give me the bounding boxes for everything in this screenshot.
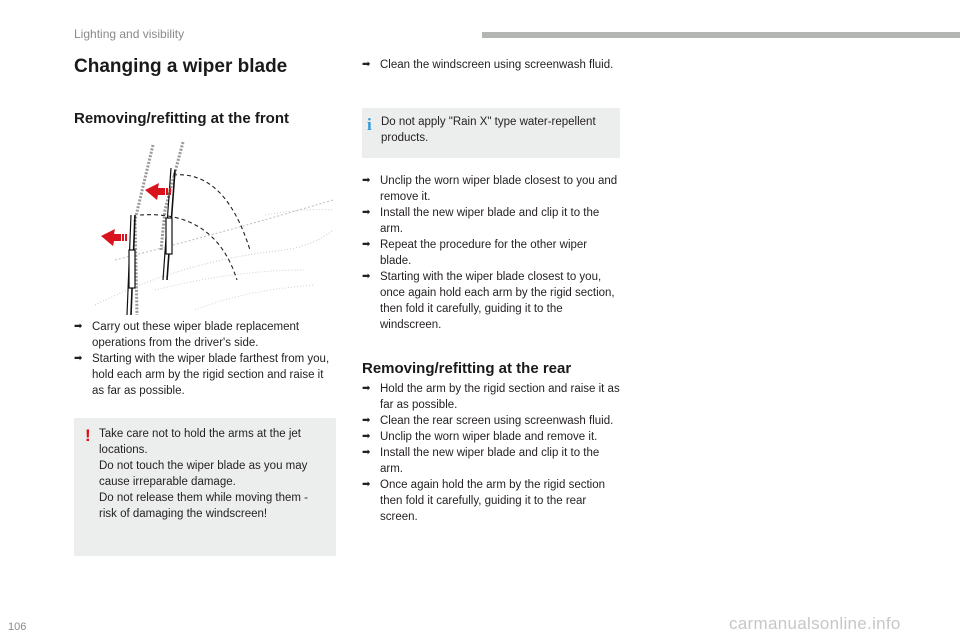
list-item: ➡ Repeat the procedure for the other wiper blade. <box>362 239 588 267</box>
clean-step <box>362 57 618 73</box>
list-item: ➡ Once again hold the arm by the rigid section then fold it carefully, guiding it to the rear screen. <box>362 479 606 523</box>
section-label: Lighting and visibility <box>74 27 185 41</box>
list-item: ➡ Unclip the worn wiper blade and remove it. <box>362 431 598 443</box>
list-item: ➡ Starting with the wiper blade closest to you, once again hold each arm by the rigid section, then fold it carefully, guiding it to the windscreen. <box>362 271 615 331</box>
arrow-right-icon: ➡ <box>362 415 371 426</box>
arrow-right-icon: ➡ <box>362 175 371 186</box>
watermark: carmanualsonline.info <box>729 614 901 633</box>
page-number: 106 <box>8 621 27 633</box>
arrow-icon <box>101 229 127 246</box>
wiper-blade-illustration <box>95 140 335 315</box>
page-title: Changing a wiper blade <box>74 56 288 77</box>
list-item: ➡ Carry out these wiper blade replacement operations from the driver's side. <box>74 321 300 349</box>
warning-text: Take care not to hold the arms at the jet locations. Do not touch the wiper blade as you may cause irreparable damage. Do not release them while moving them - risk of damaging the windscreen! <box>99 428 309 520</box>
arrow-right-icon: ➡ <box>362 239 371 250</box>
list-item: ➡ Install the new wiper blade and clip it to the arm. <box>362 207 600 235</box>
arrow-right-icon: ➡ <box>362 271 371 282</box>
arrow-right-icon: ➡ <box>362 383 371 394</box>
arrow-right-icon: ➡ <box>362 59 371 70</box>
arrow-right-icon: ➡ <box>74 321 83 332</box>
info-icon: i <box>367 115 372 134</box>
info-box <box>362 108 620 158</box>
front-heading: Removing/refitting at the front <box>74 110 289 127</box>
list-item: ➡ Clean the rear screen using screenwash fluid. <box>362 415 614 427</box>
rear-steps-list <box>362 381 620 525</box>
arrow-right-icon: ➡ <box>362 479 371 490</box>
front-steps-list <box>74 319 330 399</box>
list-item: ➡ Clean the windscreen using screenwash fluid. <box>362 59 614 71</box>
rear-heading: Removing/refitting at the rear <box>362 360 572 377</box>
info-text: Do not apply "Rain X" type water-repellent products. <box>381 116 596 144</box>
arrow-right-icon: ➡ <box>362 431 371 442</box>
list-item: ➡ Starting with the wiper blade farthest from you, hold each arm by the rigid section and raise it as far as possible. <box>74 353 330 397</box>
front-refit-steps-list <box>362 173 620 333</box>
arrow-right-icon: ➡ <box>74 353 83 364</box>
list-item: ➡ Unclip the worn wiper blade closest to you and remove it. <box>362 175 618 203</box>
arrow-right-icon: ➡ <box>362 207 371 218</box>
header-bar <box>482 32 960 38</box>
list-item: ➡ Install the new wiper blade and clip it to the arm. <box>362 447 600 475</box>
warning-icon: ! <box>85 426 91 445</box>
list-item: ➡ Hold the arm by the rigid section and raise it as far as possible. <box>362 383 620 411</box>
arrow-right-icon: ➡ <box>362 447 371 458</box>
warning-box <box>74 418 336 556</box>
